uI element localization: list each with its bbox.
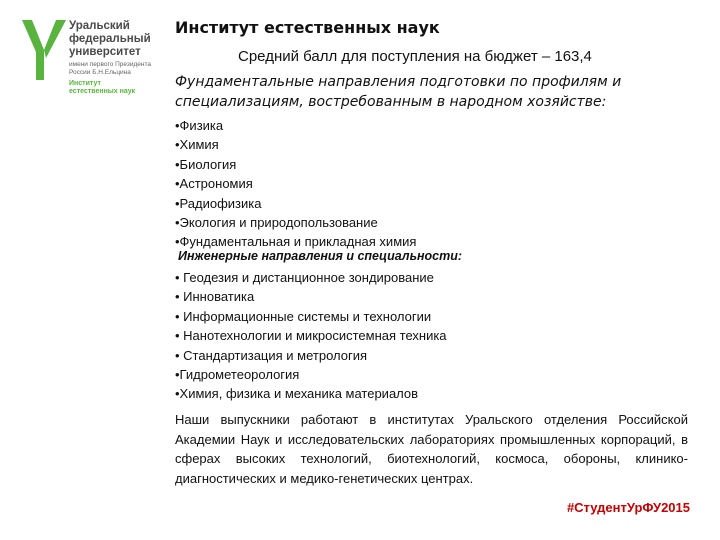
list-item: •Химия, физика и механика материалов [175,386,419,402]
institute-label [69,80,135,96]
university-subtitle [69,61,151,77]
hashtag: #СтудентУрФУ2015 [566,500,690,515]
institute-label-line: естественных наук [69,88,136,95]
university-name [69,20,151,59]
subtitle-line: России Б.Н.Ельцина [69,69,131,76]
university-name-line: Уральский [69,20,130,32]
list-item: •Гидрометеорология [175,367,300,383]
fundamental-list [175,116,416,252]
list-item: • Инноватика [175,289,255,305]
urfu-logo [20,18,170,98]
university-name-line: университет [69,46,141,58]
list-item: •Физика [175,118,224,133]
list-item: • Нанотехнологии и микросистемная техника [175,328,447,344]
university-name-line: федеральный [69,33,151,45]
list-item: •Фундаментальная и прикладная химия [175,234,417,250]
graduates-paragraph: Наши выпускники работают в институтах Уральского отделения Российской Академии Наук и исследовательских лабораториях промышленных корпораций, в сферах высоких технологий, биотехнологий, космоса, обороны, клинико-диагностических и медико-генетических центрах. [175,412,688,486]
list-item: • Информационные системы и технологии [175,308,432,324]
subtitle-line: имени первого Президента [69,61,152,68]
institute-label-line: Институт [69,80,101,87]
list-item: •Радиофизика [175,195,262,211]
urfu-y-emblem-icon [20,18,68,82]
list-item: •Химия [175,137,219,153]
engineering-heading: Инженерные направления и специальности: [178,249,463,263]
engineering-list [175,268,447,404]
list-item: •Экология и природопользование [175,215,378,231]
average-score-line: Средний балл для поступления на бюджет – 163,4 [238,48,592,65]
list-item: • Стандартизация и метрология [175,347,368,363]
list-item: •Астрономия [175,176,253,192]
fundamental-heading: Фундаментальные направления подготовки по профилям и специализациям, востребованным в народном хозяйстве: [175,74,622,110]
list-item: • Геодезия и дистанционное зондирование [175,270,434,285]
page-title: Институт естественных наук [175,18,440,37]
list-item: •Биология [175,156,237,172]
